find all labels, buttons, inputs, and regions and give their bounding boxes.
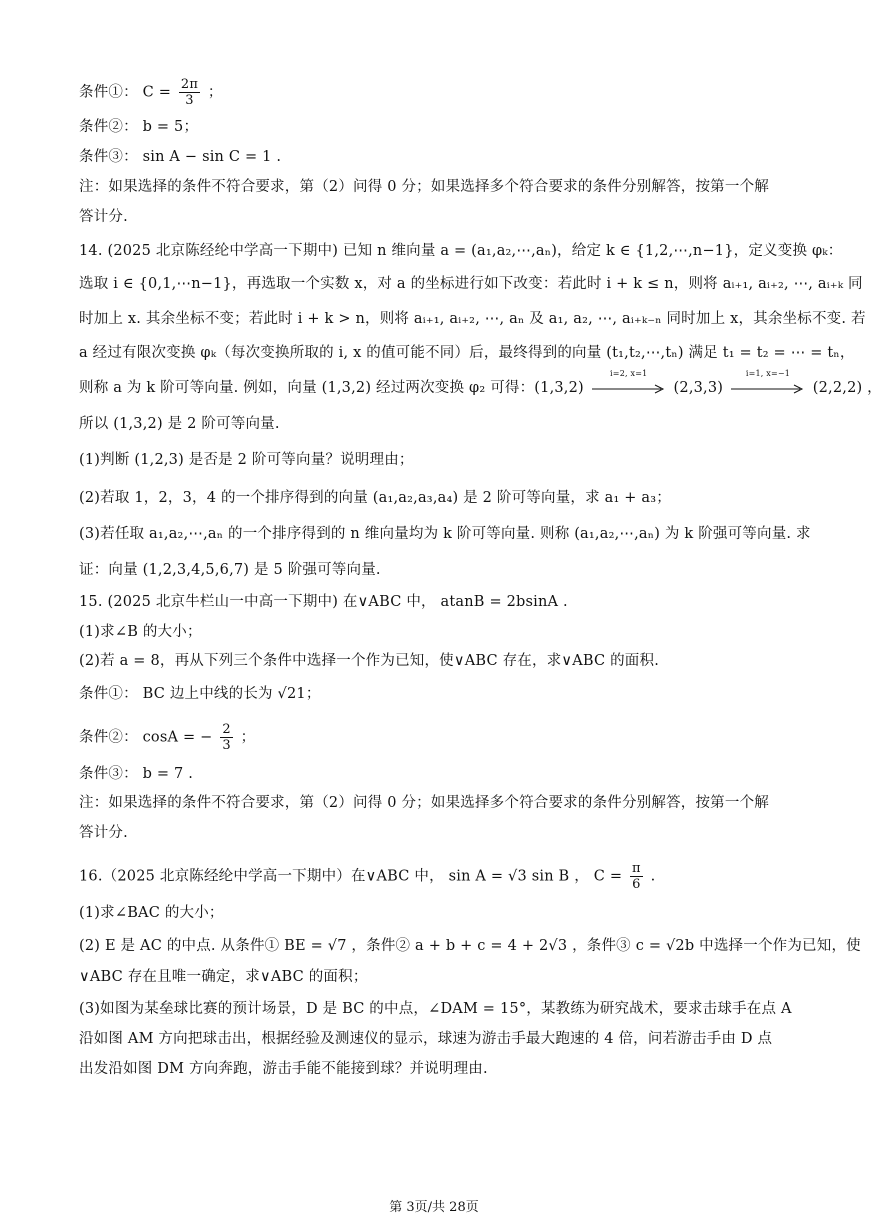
problem-14-line: 14. (2025 北京陈经纶中学高一下期中) 已知 n 维向量 a = (a₁,a₂,⋯,aₙ)，给定 k ∈ {1,2,⋯,n−1}，定义变换 φₖ：: [79, 243, 843, 259]
fraction: [630, 861, 643, 892]
page-number-footer: 第 3页/共 28页: [389, 1200, 479, 1215]
text-line: 条件③： sin A − sin C = 1 .: [79, 149, 282, 165]
text-line: (2) E 是 AC 的中点. 从条件① BE = √7 ，条件② a + b + c = 4 + 2√3 ，条件③ c = √2b 中选择一个作为已知，使: [79, 938, 861, 954]
condition-label: 条件①：: [79, 84, 138, 101]
fraction-numerator: 2π: [180, 77, 199, 92]
problem-16-line: [79, 861, 804, 892]
text-line: 注：如果选择的条件不符合要求，第（2）问得 0 分；如果选择多个符合要求的条件分别解答，按第一个解: [79, 179, 769, 195]
text-line: 答计分.: [79, 825, 128, 841]
text-line: ∨ABC 存在且唯一确定，求∨ABC 的面积；: [79, 969, 368, 985]
fraction-denominator: 3: [185, 93, 194, 108]
text-line: (3)若任取 a₁,a₂,⋯,aₙ 的一个排序得到的 n 维向量均为 k 阶可等向量. 则称 (a₁,a₂,⋯,aₙ) 为 k 阶强可等向量. 求: [79, 526, 811, 542]
transform-arrow: [591, 369, 667, 395]
text-line: 答计分.: [79, 209, 128, 225]
text-segment: (2,2,2) ，: [812, 380, 882, 396]
text-line: (3)如图为某垒球比赛的预计场景，D 是 BC 的中点，∠DAM = 15°，某教练为研究战术，要求击球手在点 A: [79, 1001, 792, 1017]
condition-1-line: [79, 77, 804, 108]
text-line: (1)判断 (1,2,3) 是否是 2 阶可等向量？说明理由；: [79, 452, 414, 468]
text-line: 沿如图 AM 方向把球击出，根据经验及测速仪的显示，球速为游击手最大跑速的 4 倍，问若游击手由 D 点: [79, 1031, 773, 1047]
problem-15-line: 15. (2025 北京牛栏山一中高一下期中) 在∨ABC 中， atanB = 2bsinA .: [79, 594, 568, 610]
transform-arrow: [730, 369, 806, 395]
punctuation: .: [650, 868, 656, 885]
text-line: 选取 i ∈ {0,1,⋯n−1}，再选取一个实数 x，对 a 的坐标进行如下改变：若此时 i + k ≤ n，则将 aᵢ₊₁, aᵢ₊₂, ⋯, aᵢ₊ₖ 同: [79, 276, 863, 292]
text-line: 条件②： b = 5；: [79, 119, 199, 135]
right-arrow-icon: [730, 383, 806, 395]
text-line: (2)若取 1，2，3，4 的一个排序得到的向量 (a₁,a₂,a₃,a₄) 是 2 阶可等向量，求 a₁ + a₃；: [79, 490, 671, 506]
text-line: 条件③： b = 7 .: [79, 766, 194, 782]
text-segment: 16.（2025 北京陈经纶中学高一下期中）在∨ABC 中， sin A = √3 sin B ， C =: [79, 868, 623, 885]
fraction-numerator: 2: [222, 722, 231, 737]
text-line: (1)求∠BAC 的大小；: [79, 905, 224, 921]
condition-2-line: [79, 722, 804, 753]
formula-text: C =: [142, 84, 172, 101]
text-line: (2)若 a = 8，再从下列三个条件中选择一个作为已知，使∨ABC 存在，求∨ABC 的面积.: [79, 653, 660, 669]
text-line: a 经过有限次变换 φₖ（每次变换所取的 i, x 的值可能不同）后，最终得到的向量 (t₁,t₂,⋯,tₙ) 满足 t₁ = t₂ = ⋯ = tₙ，: [79, 345, 855, 361]
text-line: 出发沿如图 DM 方向奔跑，游击手能不能接到球？并说明理由.: [79, 1061, 488, 1077]
text-line: 所以 (1,3,2) 是 2 阶可等向量.: [79, 416, 280, 432]
fraction-numerator: π: [632, 861, 641, 876]
right-arrow-icon: [591, 383, 667, 395]
fraction: [179, 77, 200, 108]
fraction-denominator: 3: [222, 738, 231, 753]
fraction: [220, 722, 232, 753]
text-segment: 条件②： cosA = −: [79, 729, 213, 746]
fraction-denominator: 6: [632, 877, 641, 892]
arrow-label: i=2, x=1: [610, 369, 648, 378]
text-line: 条件①： BC 边上中线的长为 √21；: [79, 686, 321, 702]
text-line: 时加上 x. 其余坐标不变；若此时 i + k > n，则将 aᵢ₊₁, aᵢ₊₂, ⋯, aₙ 及 a₁, a₂, ⋯, aᵢ₊ₖ₋ₙ 同时加上 x，其余坐标不变. 若: [79, 311, 866, 327]
punctuation: ；: [240, 729, 256, 746]
arrow-label: i=1, x=−1: [745, 369, 791, 378]
example-line: [79, 369, 882, 399]
text-line: 证：向量 (1,2,3,4,5,6,7) 是 5 阶强可等向量.: [79, 562, 381, 578]
text-line: 注：如果选择的条件不符合要求，第（2）问得 0 分；如果选择多个符合要求的条件分别解答，按第一个解: [79, 795, 769, 811]
punctuation: ；: [207, 84, 223, 101]
text-segment: (2,3,3): [673, 380, 724, 396]
text-line: (1)求∠B 的大小；: [79, 624, 202, 640]
text-segment: 则称 a 为 k 阶可等向量. 例如，向量 (1,3,2) 经过两次变换 φ₂ 可得：(1,3,2): [79, 380, 584, 396]
